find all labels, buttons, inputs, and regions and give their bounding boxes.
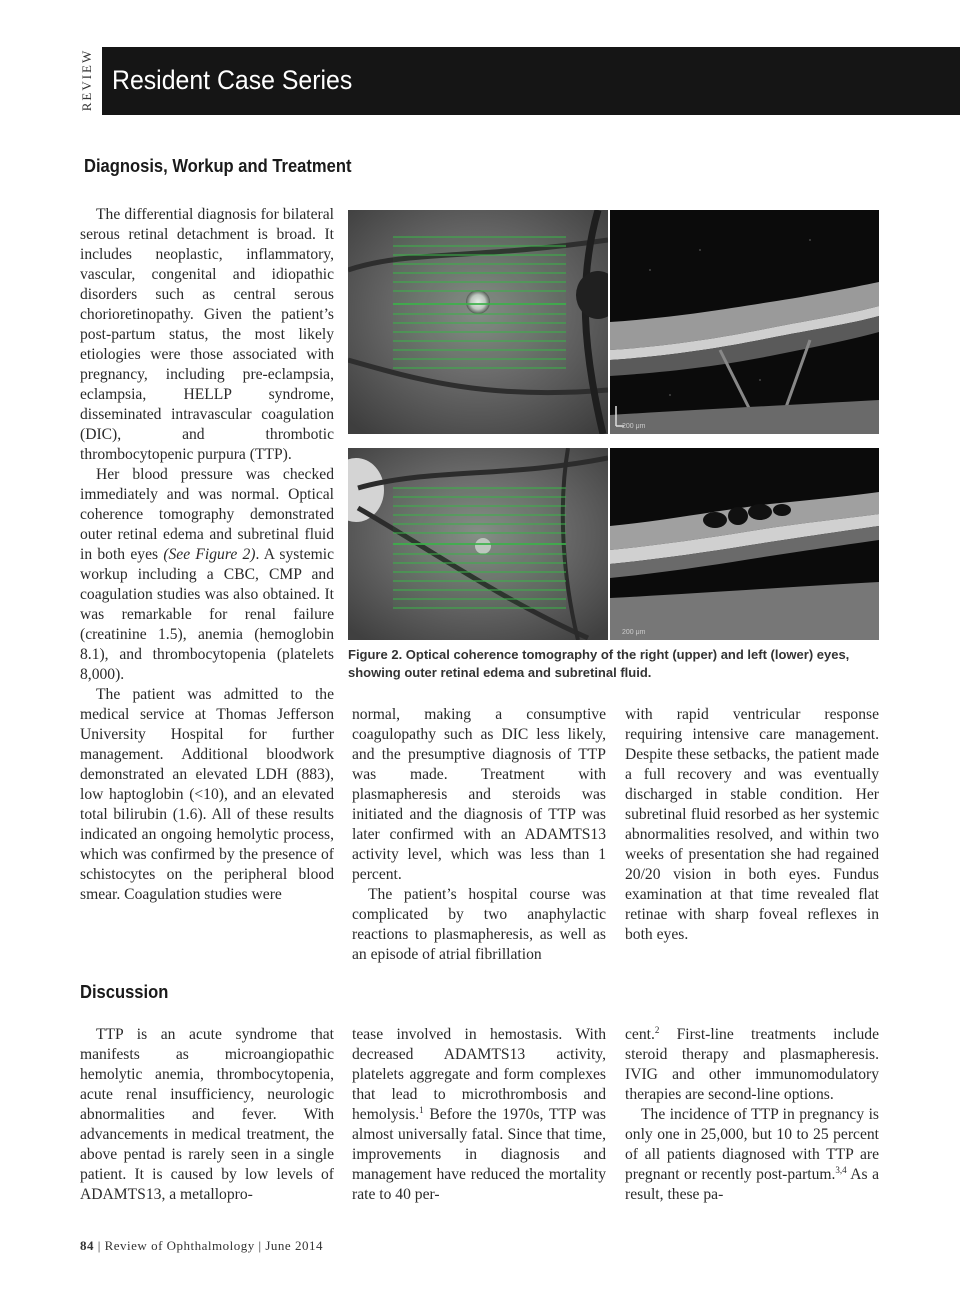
col1-paragraph-3: The patient was admitted to the medical service at Thomas Jefferson University Hospital for further management. Additional bloodwork demonstrated an elevated LDH (883), low haptoglobin (<10), and an elevated total bilirubin (1.6). All of these results indicated an ongoing hemolytic process, which was confirmed by the presence of schistocytes on the peripheral blood smear. Coagulation studies were [80,686,334,903]
col1-p2-text-b: . A systemic workup including a CBC, CMP and coagulation studies was also obtained. It was remarkable for renal failure (creatinine 1.5), anemia (hemoglobin 8.1), and thrombocytopenia (platelets 8,000). [80,546,335,683]
scale-label-bottom: 200 μm [622,629,646,636]
discussion-paragraph-4 [625,1105,879,1205]
discussion-column-2 [352,1025,606,1205]
disc2-text-a: tease involved in hemostasis. With decreased ADAMTS13 activity, platelets aggregate and form complexes that lead to microthrombosis and hemolysis. [352,1026,606,1123]
citation-1: 1 [419,1104,424,1115]
col2-paragraph-1: normal, making a consumptive coagulopathy such as DIC less likely, and the presumptive diagnosis of TTP was made. Treatment with plasmapheresis and steroids was initiated and the diagnosis of TTP was later confirmed with an ADAMTS13 activity level, which was less than 1 percent. [352,706,606,883]
citation-2: 2 [654,1024,660,1035]
oct-scan-left-eye [610,448,879,640]
review-tab [76,50,98,116]
oct-scan-right-eye [610,210,879,434]
review-tab-label: REVIEW [79,48,94,112]
col1-paragraph-1: The differential diagnosis for bilateral serous retinal detachment is broad. It includes neoplastic, inflammatory, vascular, congenital and idiopathic disorders such as central serous chorioretinopathy. Given the patient’s post-partum status, the most likely etiologies were those associated with pregnancy, including pre-eclampsia, eclampsia, HELLP syndrome, disseminated intravascular coagulation (DIC), and thrombotic thrombocytopenic purpura (TTP). [80,206,334,463]
journal-name: Review of Ophthalmology [104,1238,255,1253]
page-number: 84 [80,1238,94,1253]
discussion-paragraph-3 [625,1025,879,1105]
page-footer [80,1238,323,1254]
discussion-paragraph-1: TTP is an acute syndrome that manifests as microangiopathic hemolytic anemia, thrombocytopenia, acute renal insufficiency, neurologic abnormalities and fever. With advancements in medical treatment, the above pentad is rarely seen in a single patient. It is caused by low levels of ADAMTS13, a metallopro- [80,1026,334,1203]
fundus-right-svg [348,210,608,434]
discussion-column-3 [625,1025,879,1205]
fundus-image-right-eye [348,210,608,434]
diagnosis-heading: Diagnosis, Workup and Treatment [84,156,352,176]
footer-separator-2: | [258,1238,262,1253]
scale-label-top: 200 μm [622,423,646,430]
issue-date: June 2014 [265,1238,323,1253]
figure-reference: (See Figure 2) [163,546,256,563]
citation-3-4: 3,4 [835,1164,847,1175]
oct-right-svg [610,210,879,434]
discussion-paragraph-2 [352,1025,606,1205]
figure-caption: Figure 2. Optical coherence tomography of the right (upper) and left (lower) eyes, showing outer retinal edema and subretinal fluid. [348,647,850,680]
oct-left-svg [610,448,879,640]
disc3-text-d: As a result, these pa- [625,1166,879,1203]
disc2-text-b: Before the 1970s, TTP was almost universally fatal. Since that time, improvements in diagnosis and management have reduced the mortality rate to 40 per- [352,1106,606,1203]
col3-paragraph-1: with rapid ventricular response requiring intensive care management. Despite these setbacks, the patient made a full recovery and was eventually discharged in stable condition. Her subretinal fluid resorbed as her systemic abnormalities resolved, and within two weeks of presentation she had regained 20/20 vision in both eyes. Fundus examination at that time revealed flat retinae with sharp foveal reflexes in both eyes. [625,706,879,943]
disc3-text-c: The incidence of TTP in pregnancy is only one in 25,000, but 10 to 25 percent of all patients diagnosed with TTP are pregnant or recently post-partum. [625,1106,879,1183]
disc3-text-b: First-line treatments include steroid therapy and plasmapheresis. IVIG and other immunomodulatory therapies are second-line options. [625,1026,879,1103]
fundus-image-left-eye [348,448,608,640]
series-title: Resident Case Series [112,65,353,95]
figure-2 [348,210,879,640]
col1-p2-text-a: Her blood pressure was checked immediately and was normal. Optical coherence tomography demonstrated outer retinal edema and subretinal fluid in both eyes [80,466,334,563]
col1-paragraph-2 [80,465,334,685]
column-2 [352,705,606,965]
column-3 [625,705,879,945]
discussion-heading: Discussion [80,982,169,1002]
footer-separator-1: | [97,1238,101,1253]
column-1 [80,205,334,905]
discussion-column-1 [80,1025,334,1205]
col2-paragraph-2: The patient’s hospital course was complicated by two anaphylactic reactions to plasmapheresis, as well as an episode of atrial fibrillation [352,886,606,963]
header-bar [102,47,960,115]
fundus-left-svg [348,448,608,640]
disc3-text-a: cent. [625,1026,655,1043]
